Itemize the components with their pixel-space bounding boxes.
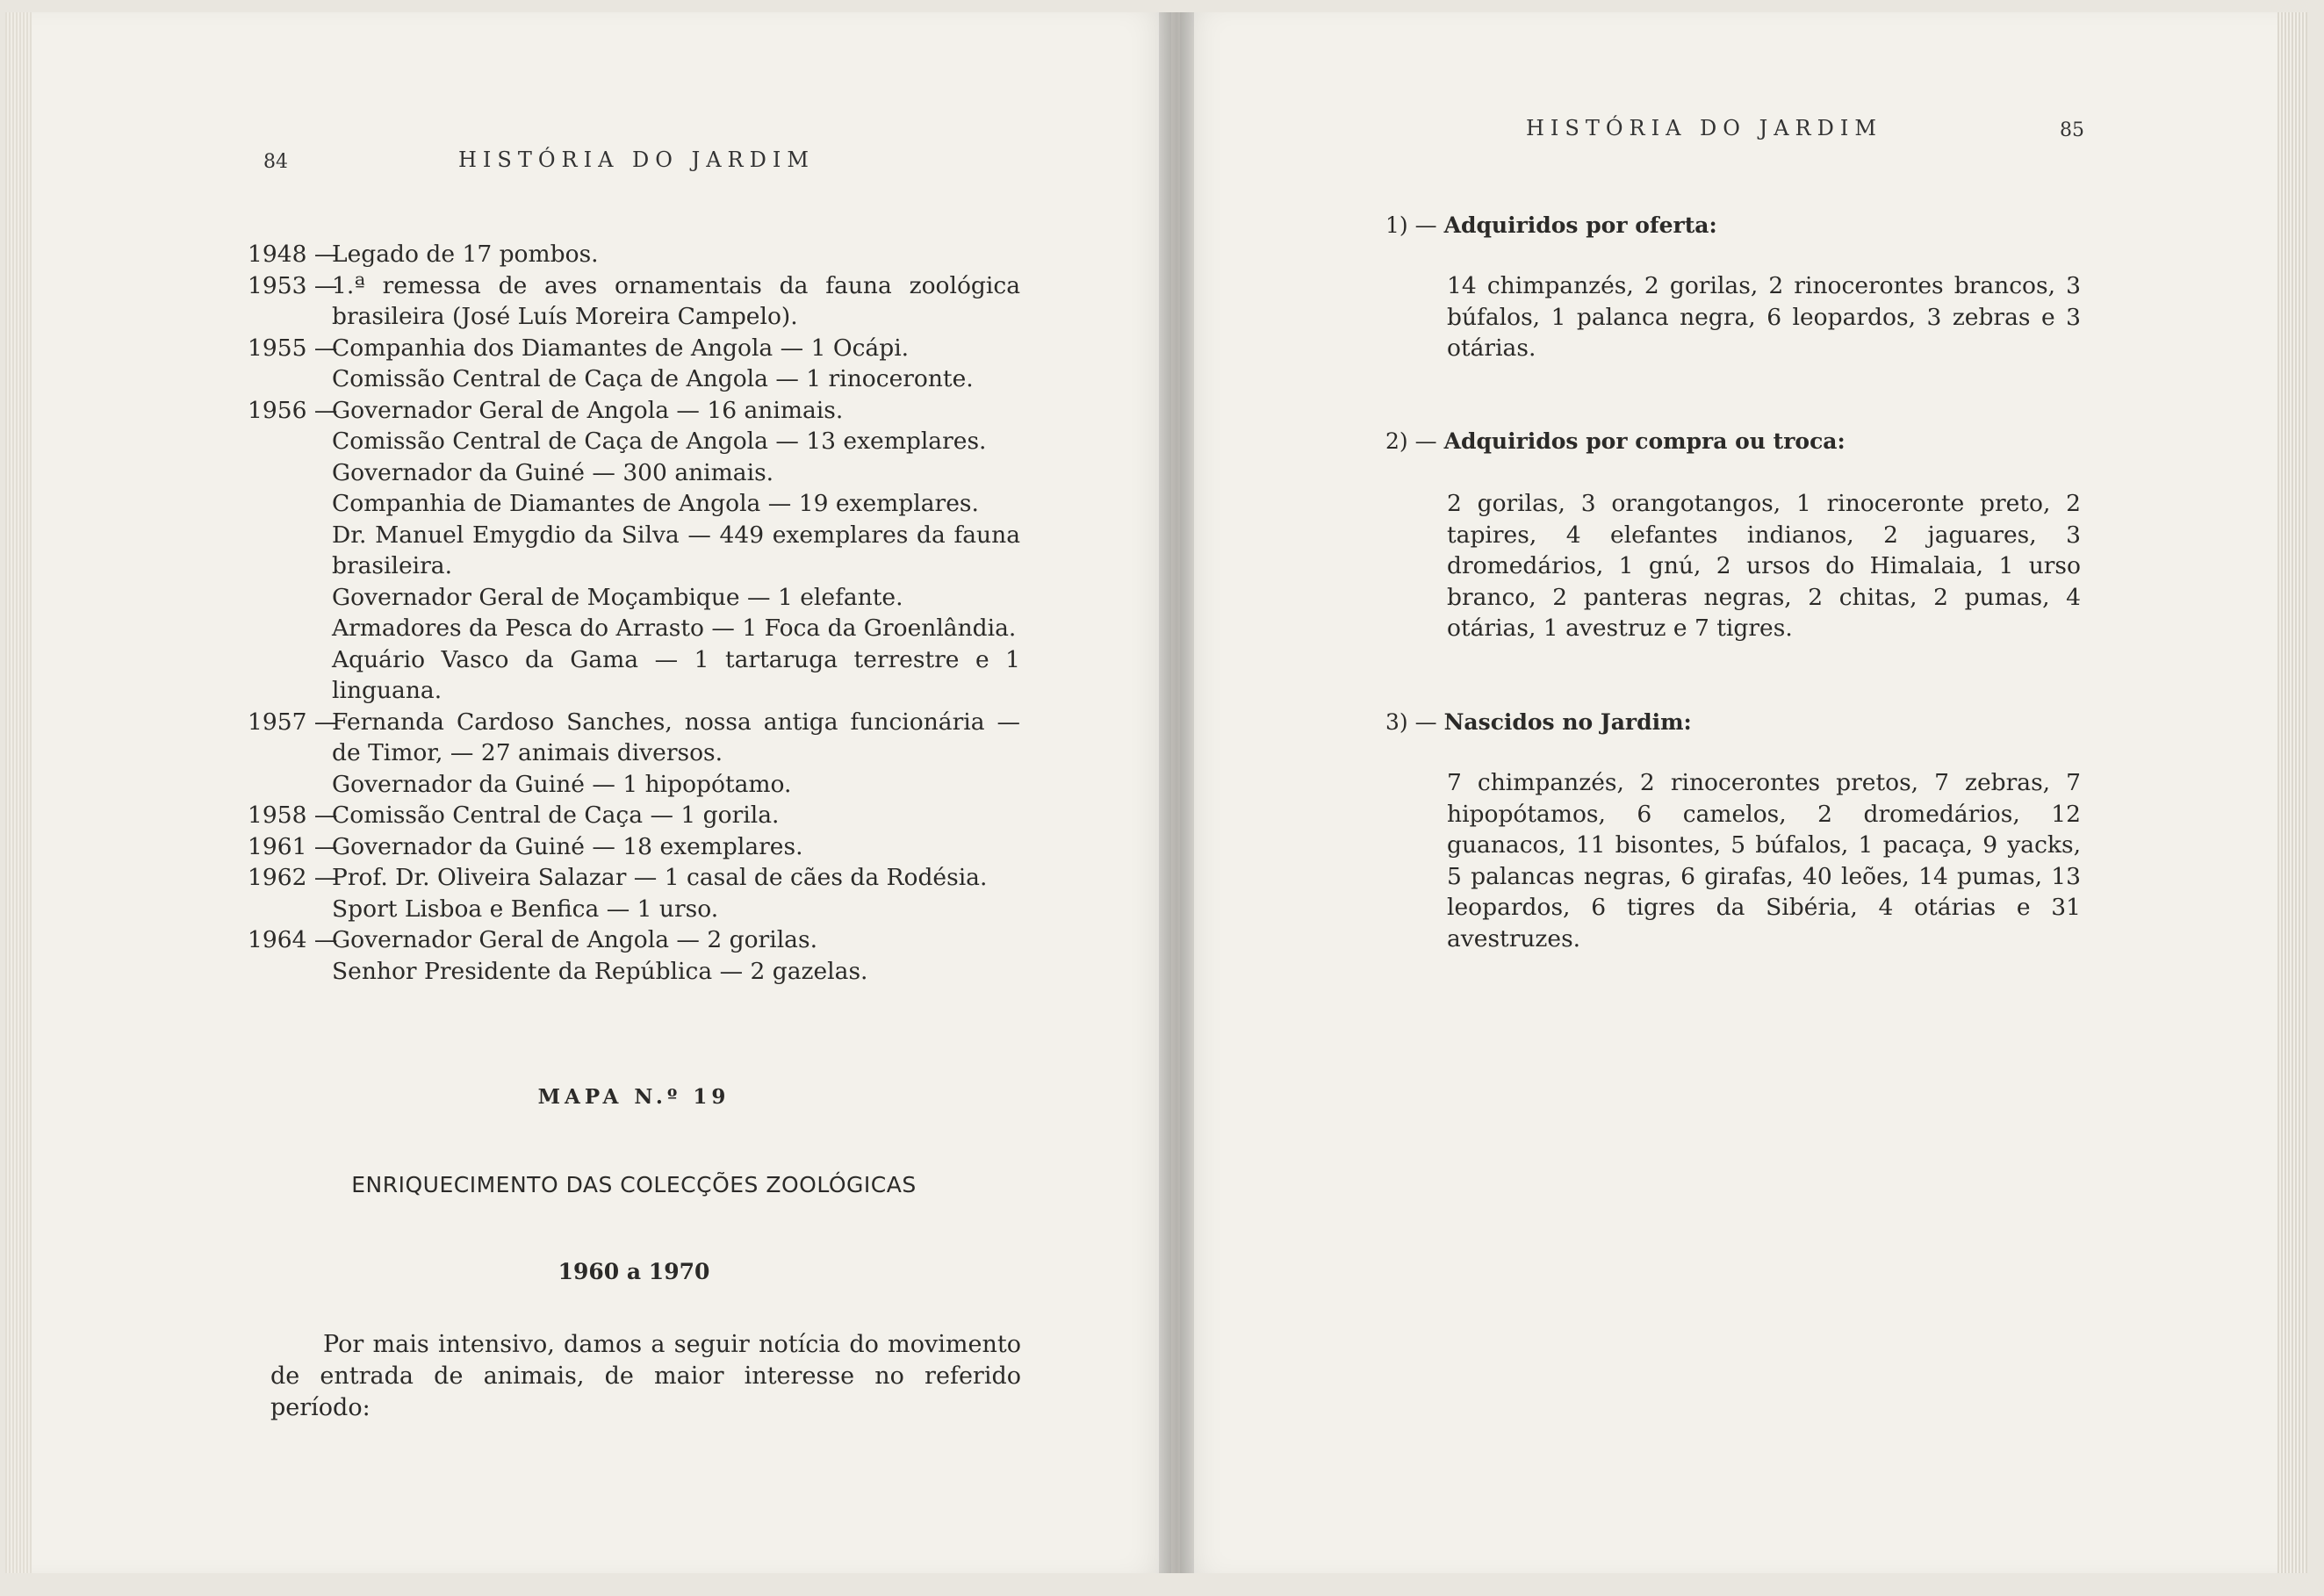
section-body-offer: 14 chimpanzés, 2 gorilas, 2 rinocerontes brancos, 3 búfalos, 1 palanca negra, 6 leopardos, 3 zebras e 3 otárias.	[1447, 272, 2081, 362]
left-page-number: 84	[263, 151, 288, 173]
list-item: Armadores da Pesca do Arrasto — 1 Foca da Groenlândia.	[332, 615, 1017, 642]
donations-list	[248, 239, 1020, 987]
left-running-head: HISTÓRIA DO JARDIM	[458, 147, 815, 172]
list-item: Senhor Presidente da República — 2 gazelas.	[332, 957, 868, 985]
list-item: 1964 — Governador Geral de Angola — 2 gorilas.	[248, 926, 817, 953]
section-heading-offer: 1) — Adquiridos por oferta:	[1385, 212, 1717, 238]
list-item: 1953 — 1.ª remessa de aves ornamentais da fauna zoológica brasileira (José Luís Moreira Campelo).	[248, 271, 1020, 330]
list-item: Comissão Central de Caça de Angola — 1 rinoceronte.	[332, 365, 974, 392]
list-item: Sport Lisboa e Benfica — 1 urso.	[332, 895, 719, 923]
mapa-subtitle: ENRIQUECIMENTO DAS COLECÇÕES ZOOLÓGICAS	[351, 1172, 917, 1197]
section-body-purchase: 2 gorilas, 3 orangotangos, 1 rinoceronte preto, 2 tapires, 4 elefantes indianos, 2 jaguares, 3 dromedários, 1 gnú, 2 ursos do Himalaia, 1 urso branco, 2 panteras negras, 2 chitas, 2 pumas, 4 otárias, 1 avestruz e 7 tigres.	[1447, 490, 2081, 642]
list-item: 1948 — Legado de 17 pombos.	[248, 241, 599, 268]
list-item: 1956 — Governador Geral de Angola — 16 animais.	[248, 396, 844, 424]
section-heading-purchase: 2) — Adquiridos por compra ou troca:	[1385, 428, 1846, 454]
right-running-head: HISTÓRIA DO JARDIM	[1526, 116, 1882, 140]
list-item: Dr. Manuel Emygdio da Silva — 449 exemplares da fauna brasileira.	[332, 521, 1020, 579]
intro-paragraph: Por mais intensivo, damos a seguir notícia do movimento de entrada de animais, de maior interesse no referido período:	[270, 1331, 1021, 1421]
list-item: 1955 — Companhia dos Diamantes de Angola — 1 Ocápi.	[248, 334, 910, 362]
list-item: Comissão Central de Caça de Angola — 13 exemplares.	[332, 428, 987, 455]
list-item: Companhia de Diamantes de Angola — 19 exemplares.	[332, 490, 979, 517]
book-gutter	[1159, 12, 1194, 1573]
list-item: Aquário Vasco da Gama — 1 tartaruga terrestre e 1 linguana.	[332, 645, 1020, 704]
list-item: Governador da Guiné — 1 hipopótamo.	[332, 770, 792, 798]
right-page-number: 85	[2060, 119, 2084, 141]
section-heading-born: 3) — Nascidos no Jardim:	[1385, 709, 1692, 735]
list-item: Governador Geral de Moçambique — 1 elefante.	[332, 583, 903, 611]
mapa-period: 1960 a 1970	[558, 1259, 710, 1284]
list-item: 1957 — Fernanda Cardoso Sanches, nossa antiga funcionária — de Timor, — 27 animais diversos.	[248, 708, 1020, 766]
list-item: 1958 — Comissão Central de Caça — 1 gorila.	[248, 802, 780, 829]
section-body-born: 7 chimpanzés, 2 rinocerontes pretos, 7 zebras, 7 hipopótamos, 6 camelos, 2 dromedários, 12 guanacos, 11 bisontes, 5 búfalos, 1 pacaça, 9 yacks, 5 palancas negras, 6 girafas, 40 leões, 14 pumas, 13 leopardos, 6 tigres da Sibéria, 4 otárias e 31 avestruzes.	[1447, 769, 2081, 953]
list-item: 1962 — Prof. Dr. Oliveira Salazar — 1 casal de cães da Rodésia.	[248, 864, 988, 891]
list-item: 1961 — Governador da Guiné — 18 exemplares.	[248, 832, 803, 860]
mapa-title: MAPA N.º 19	[537, 1085, 730, 1109]
list-item: Governador da Guiné — 300 animais.	[332, 458, 774, 486]
